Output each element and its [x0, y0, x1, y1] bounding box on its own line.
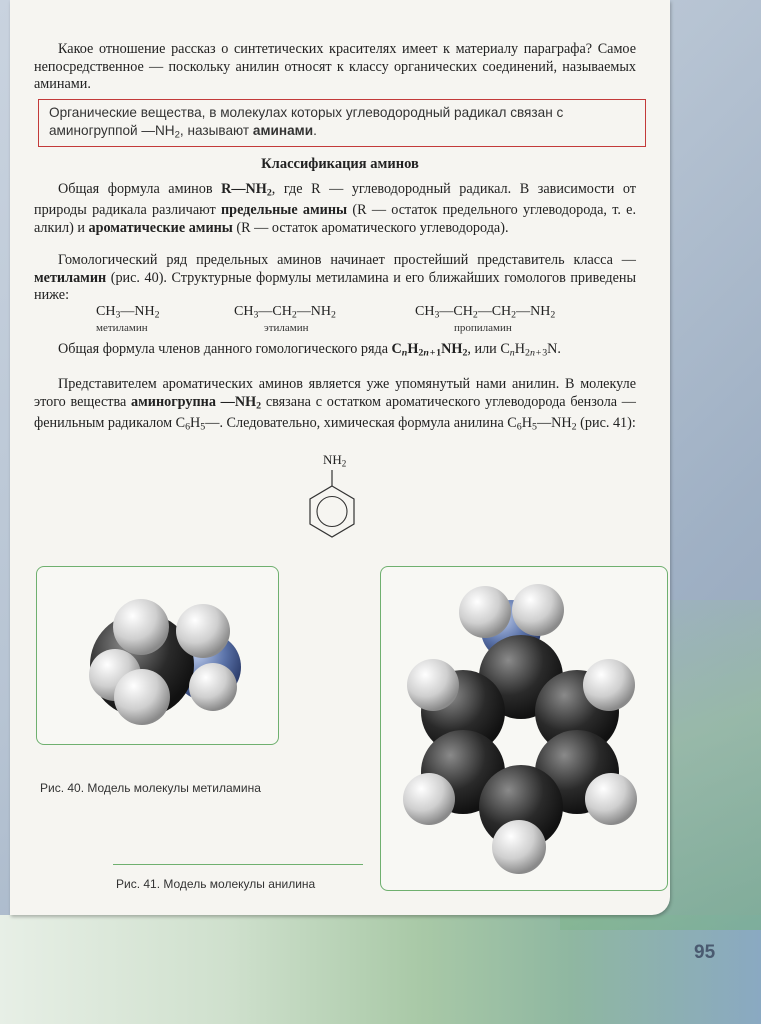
figure-41-frame	[380, 566, 668, 891]
caption-divider	[113, 864, 363, 865]
figure-41-caption: Рис. 41. Модель молекулы анилина	[116, 877, 316, 891]
homolog-paragraph: Гомологический ряд предельных аминов начинает простейший представитель класса — метиламин (рис. 40). Структурные формулы метиламина и его ближайших гомологов приведены ниже:	[34, 252, 636, 304]
textbook-page	[10, 0, 670, 915]
aniline-model-image	[381, 567, 666, 889]
figure-40-frame	[36, 566, 279, 745]
general-formula-paragraph: Общая формула членов данного гомологического ряда $C_nH_{2n + 1}NH_2$, или $C_nH_{2n + 3}N$.	[58, 341, 561, 359]
formula-name-propylamine: пропиламин	[454, 322, 512, 334]
aniline-structural-formula	[292, 452, 372, 552]
background-band	[0, 915, 761, 1024]
definition-term: аминами	[252, 123, 314, 138]
amino-group-label: $NH_2$	[323, 452, 347, 469]
formula-name-methylamine: метиламин	[96, 322, 148, 334]
formula-methylamine: $CH_3—NH_2$	[96, 304, 160, 321]
benzene-ring-icon	[292, 452, 372, 552]
aromatic-paragraph: Представителем ароматических аминов является уже упомянутый нами анилин. В молекуле этого вещества аминогрупна $—NH_2$ связана с остатком ароматического углеводорода бензола — фенильным радикалом $C_6H_5—$. Следовательно, химическая формула анилина $C_6H_5—NH_2$ (рис. 41):	[34, 376, 636, 433]
page-number: 95	[694, 942, 716, 963]
classification-paragraph: Общая формула аминов $R—NH_2$, где R — углеводородный радикал. В зависимости от природы радикала различают предельные амины (R — остаток предельного углеводорода, т. е. алкил) и ароматические амины (R — остаток ароматического углеводорода).	[34, 181, 637, 236]
formula-name-ethylamine: этиламин	[264, 322, 309, 334]
section-title: Классификация аминов	[261, 156, 419, 172]
figure-40-caption: Рис. 40. Модель молекулы метиламина	[40, 781, 261, 795]
formula-ethylamine: $CH_3—CH_2—NH_2$	[234, 304, 336, 321]
formula-propylamine: $CH_3—CH_2—CH_2—NH_2$	[415, 304, 556, 321]
definition-box: Органические вещества, в молекулах которых углеводородный радикал связан с аминогруппой $—NH_2$, называют аминами.	[38, 99, 646, 147]
intro-paragraph: Какое отношение рассказ о синтетических красителях имеет к материалу параграфа? Самое непосредственное — поскольку анилин относят к классу органических соединений, называемых аминами.	[34, 41, 636, 93]
methylamine-model-image	[37, 567, 277, 743]
